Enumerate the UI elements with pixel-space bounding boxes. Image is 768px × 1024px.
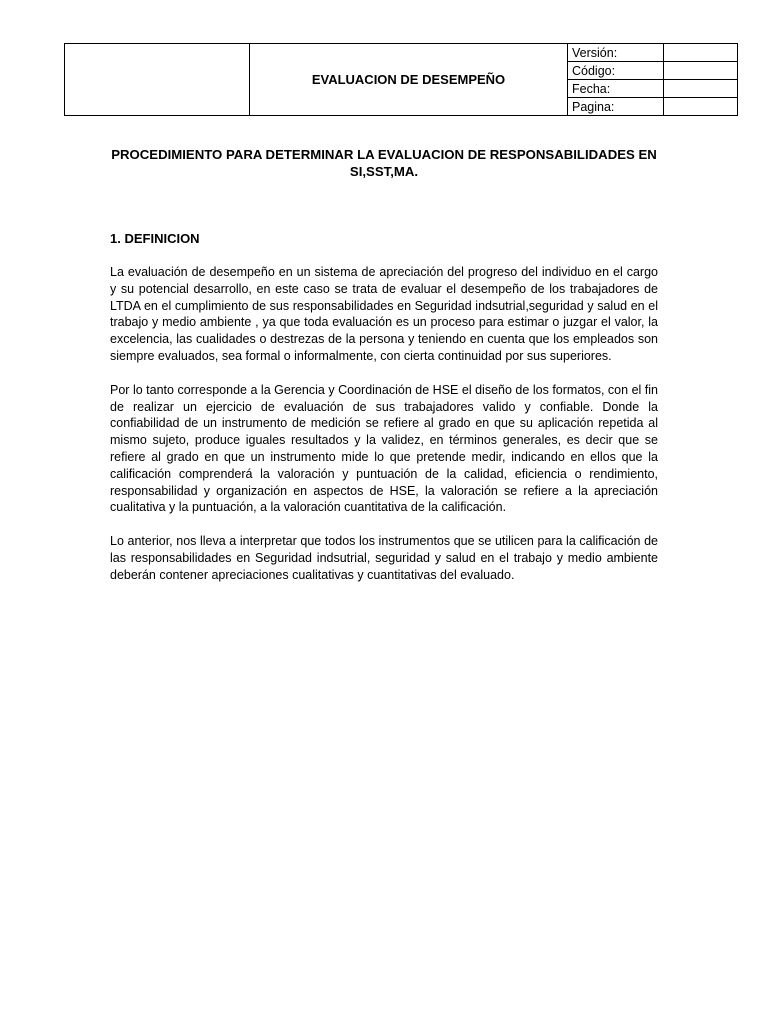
paragraph-2: Por lo tanto corresponde a la Gerencia y Coordinación de HSE el diseño de los formatos, con el fin de realizar un ejercicio de evaluación de sus trabajadores valido y confiable. Donde la confiabilidad de un instrumento de medición se refiere al grado en que su aplicación repetida al mismo sujeto, produce iguales resultados y la validez, en términos generales, es decir que se refiere al grado en que un instrumento mide lo que pretende medir, indicando en ellos que la calificación comprenderá la valoración y puntuación de la calidad, eficiencia o rendimiento, responsabilidad y organización en aspectos de HSE, la valoración se refiere a la apreciación cualitativa y la puntuación, a la valoración cuantitativa de la calificación. [110,382,658,515]
procedure-title: PROCEDIMIENTO PARA DETERMINAR LA EVALUACION DE RESPONSABILIDADES EN SI,SST,MA. [111,147,657,179]
document-header-title: EVALUACION DE DESEMPEÑO [250,44,568,116]
version-label: Versión: [568,44,664,62]
paragraph-1: La evaluación de desempeño en un sistema de apreciación del progreso del individuo en el cargo y su potencial desarrollo, en este caso se trata de evaluar el desempeño de los trabajadores de LTDA en el cumplimiento de sus responsabilidades en Seguridad indsutrial,seguridad y salud en el trabajo y medio ambiente , ya que toda evaluación es un proceso para estimar o juzgar el valor, la excelencia, las cualidades o destrezas de la persona y teniendo en cuenta que los empleados son siempre evaluados, sea formal o informalmente, con cierta continuidad por sus superiores. [110,265,658,363]
page-label: Pagina: [568,98,664,116]
date-label: Fecha: [568,80,664,98]
logo-cell [65,44,250,116]
date-value [664,80,738,98]
section-heading-definicion: 1. DEFINICION [110,231,200,246]
code-value [664,62,738,80]
page-value [664,98,738,116]
code-label: Código: [568,62,664,80]
document-header-table [64,43,738,116]
paragraph-3: Lo anterior, nos lleva a interpretar que todos los instrumentos que se utilicen para la calificación de las responsabilidades en Seguridad indsutrial, seguridad y salud en el trabajo y medio ambiente deberán contener apreciaciones cualitativas y cuantitativas del evaluado. [110,534,658,582]
version-value [664,44,738,62]
document-body [110,146,658,584]
